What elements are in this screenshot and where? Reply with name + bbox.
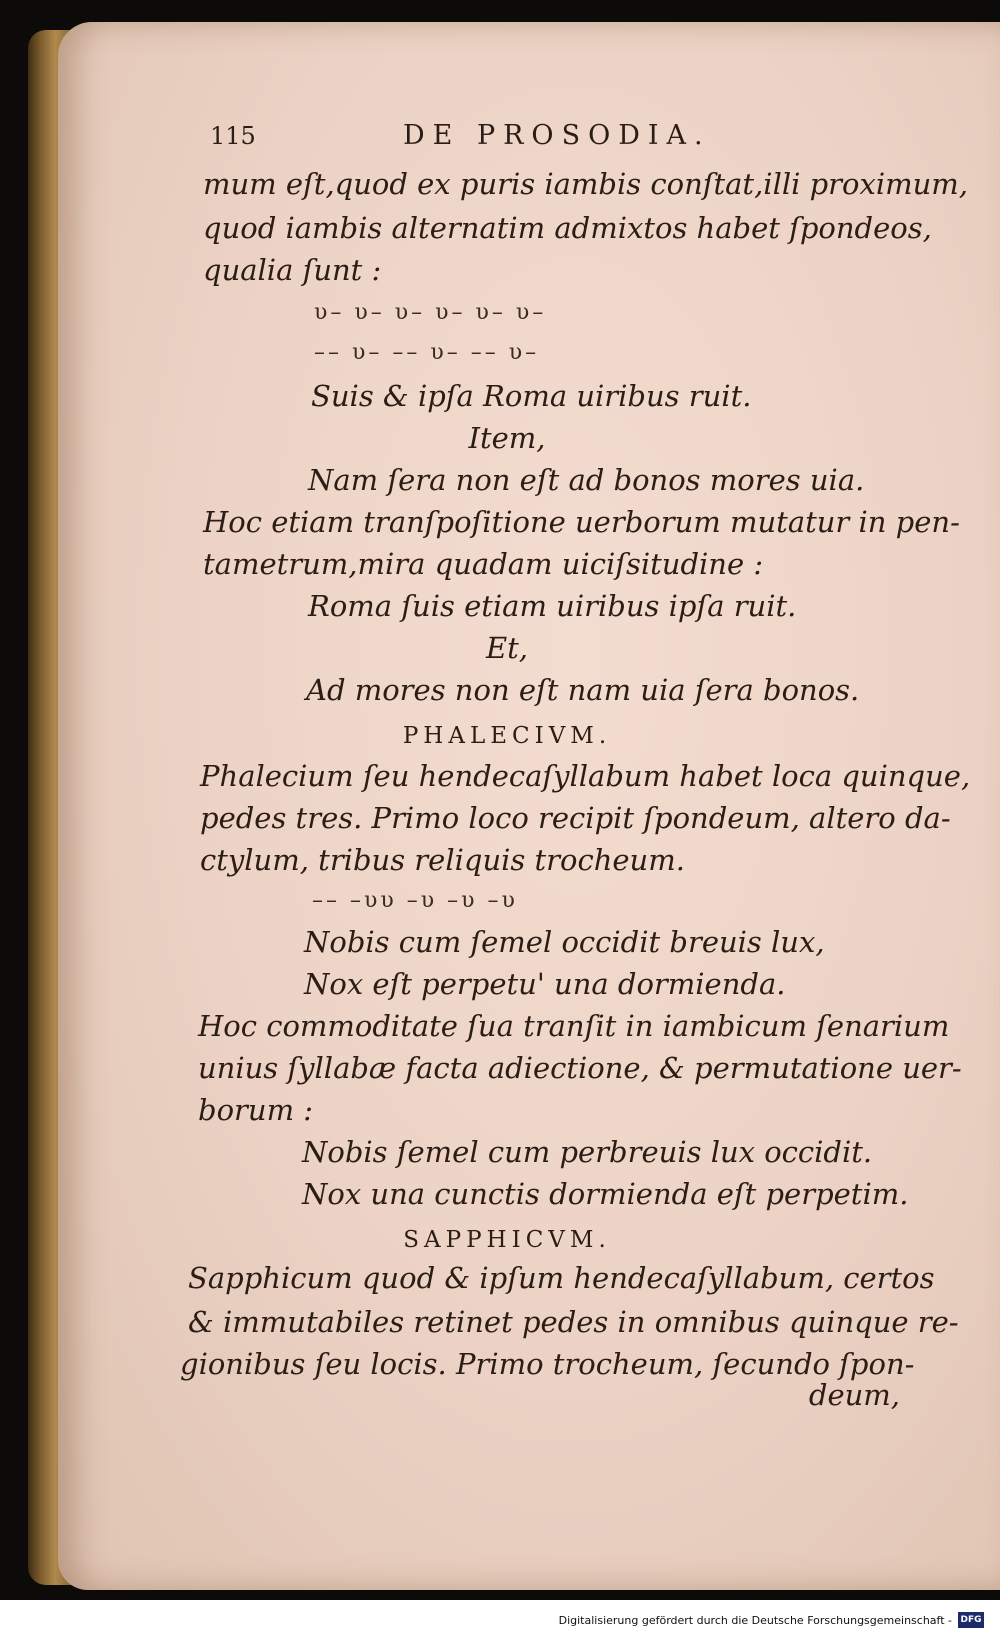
- verse-line: Ad mores non eſt nam uia ſera bonos.: [306, 673, 860, 707]
- verse-line: Roma ſuis etiam uiribus ipſa ruit.: [308, 589, 797, 623]
- verse-label: Item,: [468, 421, 546, 455]
- text-line: mum eſt,quod ex puris iambis conſtat,illi proximum,: [203, 167, 969, 201]
- text-line: pedes tres. Primo loco recipit ſpondeum, altero da-: [200, 801, 951, 835]
- running-title: DE PROSODIA.: [403, 120, 711, 151]
- verse-line: Nobis cum ſemel occidit breuis lux,: [304, 925, 825, 959]
- section-heading: PHALECIVM.: [402, 723, 612, 749]
- verse-label: Et,: [485, 631, 529, 665]
- meter-scheme: –– υ– –– υ– –– υ–: [314, 340, 540, 365]
- book-page: [58, 22, 1000, 1590]
- verse-line: Nox una cunctis dormienda eſt perpetim.: [302, 1177, 909, 1211]
- funding-credit: Digitalisierung gefördert durch die Deutsche Forschungsgemeinschaft -: [558, 1614, 952, 1627]
- verse-line: Nam ſera non eſt ad bonos mores uia.: [308, 463, 865, 497]
- catchword: deum,: [808, 1378, 900, 1412]
- text-line: tametrum,mira quadam uiciſsitudine :: [203, 547, 764, 581]
- footer-bar: [0, 1600, 1000, 1646]
- page-number: 115: [210, 122, 256, 150]
- text-line: Hoc commoditate ſua tranſit in iambicum ſenarium: [198, 1009, 950, 1043]
- section-heading: SAPPHICVM.: [403, 1227, 611, 1253]
- text-line: unius ſyllabæ facta adiectione, & permutatione uer-: [198, 1051, 962, 1085]
- text-line: Phalecium ſeu hendecaſyllabum habet loca quinque,: [200, 759, 971, 793]
- text-line: ctylum, tribus reliquis trocheum.: [200, 843, 685, 877]
- meter-scheme: –– –υυ –υ –υ –υ: [312, 888, 518, 913]
- text-line: borum :: [198, 1093, 314, 1127]
- text-line: & immutabiles retinet pedes in omnibus quinque re-: [188, 1305, 959, 1339]
- text-line: quod iambis alternatim admixtos habet ſpondeos,: [203, 211, 932, 245]
- verse-line: Suis & ipſa Roma uiribus ruit.: [311, 379, 752, 413]
- verse-line: Nox eſt perpetu' una dormienda.: [304, 967, 786, 1001]
- text-line: qualia ſunt :: [203, 253, 382, 287]
- meter-scheme: υ– υ– υ– υ– υ– υ–: [314, 300, 547, 325]
- text-line: Sapphicum quod & ipſum hendecaſyllabum, certos: [188, 1261, 935, 1295]
- text-line: gionibus ſeu locis. Primo trocheum, ſecundo ſpon-: [180, 1347, 915, 1381]
- verse-line: Nobis ſemel cum perbreuis lux occidit.: [302, 1135, 873, 1169]
- text-line: Hoc etiam tranſpoſitione uerborum mutatur in pen-: [203, 505, 960, 539]
- dfg-logo-icon: DFG: [958, 1612, 984, 1628]
